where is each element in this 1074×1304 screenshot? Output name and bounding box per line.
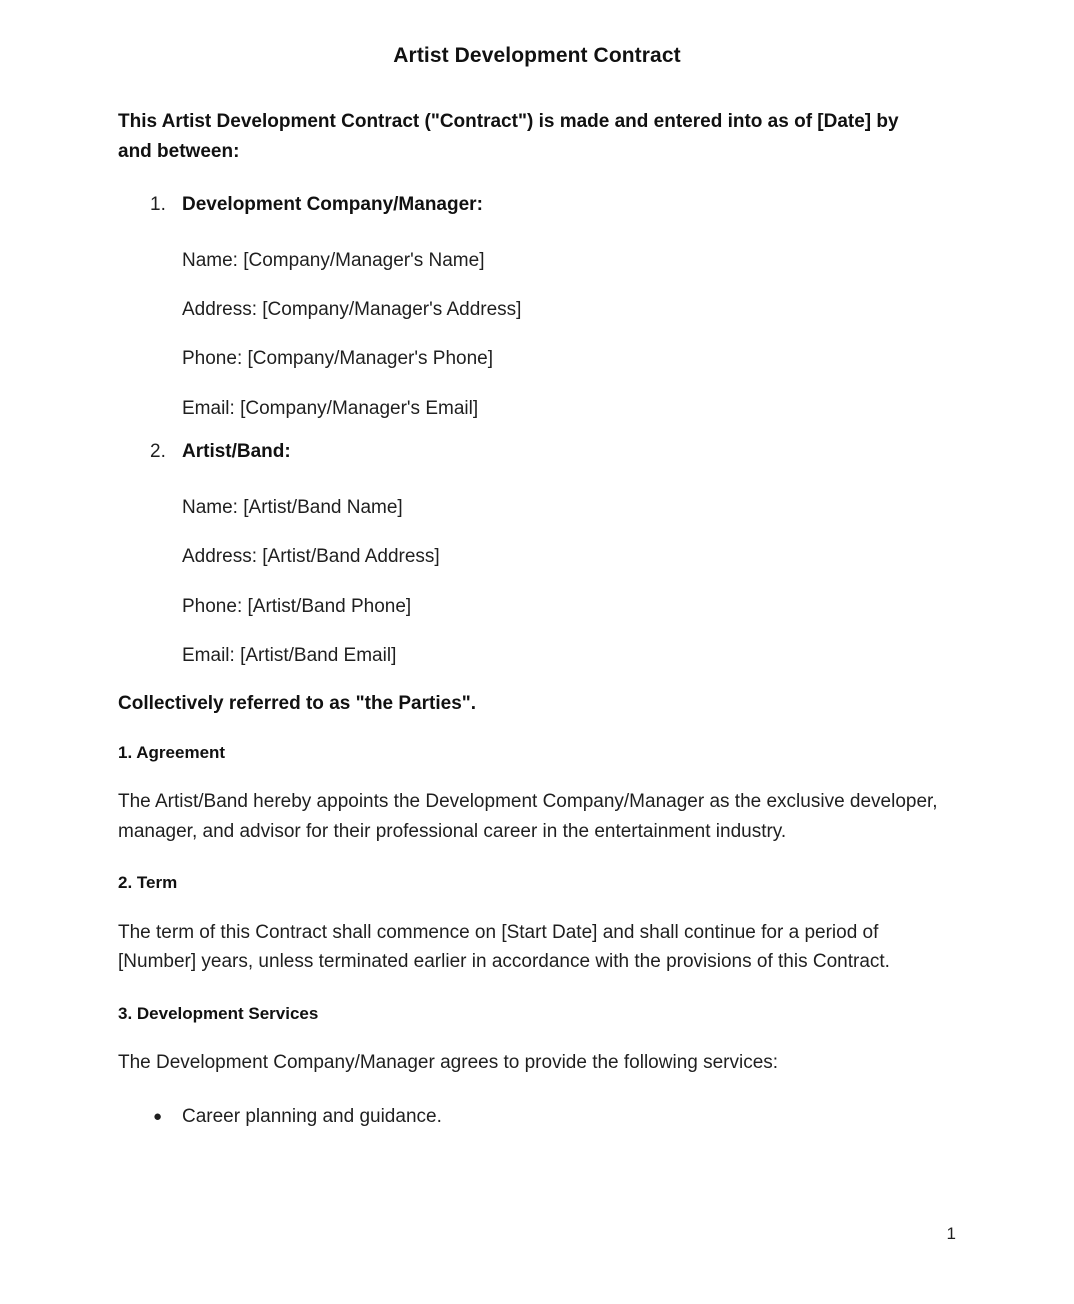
section-heading-term: 2. Term: [118, 873, 178, 893]
party-field-email: Email: [Artist/Band Email]: [182, 645, 397, 667]
party-field-address: Address: [Artist/Band Address]: [182, 546, 440, 568]
service-item-label: Career planning and guidance.: [182, 1105, 442, 1127]
services-list: [118, 1102, 956, 1131]
list-item: [118, 1102, 956, 1131]
page-number: 1: [946, 1224, 956, 1243]
party-item-company: [118, 190, 956, 423]
party-field-email: Email: [Company/Manager's Email]: [182, 397, 479, 419]
section-heading-agreement: 1. Agreement: [118, 742, 226, 762]
party-field-phone: Phone: [Company/Manager's Phone]: [182, 348, 493, 370]
party-item-artist: [118, 437, 956, 670]
party-field-address: Address: [Company/Manager's Address]: [182, 299, 522, 321]
bullet-icon: ●: [153, 1107, 163, 1125]
list-marker: 2.: [150, 441, 166, 463]
party-field-phone: Phone: [Artist/Band Phone]: [182, 595, 412, 617]
intro-paragraph: This Artist Development Contract ("Contract") is made and entered into as of [Date] by and between:: [118, 111, 899, 162]
section-body-agreement: The Artist/Band hereby appoints the Development Company/Manager as the exclusive developer, manager, and advisor for their professional career in the entertainment industry.: [118, 791, 938, 842]
parties-closing-statement: Collectively referred to as "the Parties".: [118, 692, 477, 714]
parties-list: [118, 190, 956, 670]
party-field-name: Name: [Company/Manager's Name]: [182, 249, 485, 271]
section-body-development-services: The Development Company/Manager agrees to provide the following services:: [118, 1052, 779, 1074]
list-marker: 1.: [150, 194, 166, 216]
party-heading: Development Company/Manager:: [182, 194, 483, 216]
party-field-name: Name: [Artist/Band Name]: [182, 496, 403, 518]
section-body-term: The term of this Contract shall commence on [Start Date] and shall continue for a period of [Number] years, unless terminated earlier in accordance with the provisions of this Contract.: [118, 921, 890, 973]
party-heading: Artist/Band:: [182, 441, 291, 463]
page-title: Artist Development Contract: [393, 44, 681, 67]
section-heading-development-services: 3. Development Services: [118, 1003, 319, 1023]
